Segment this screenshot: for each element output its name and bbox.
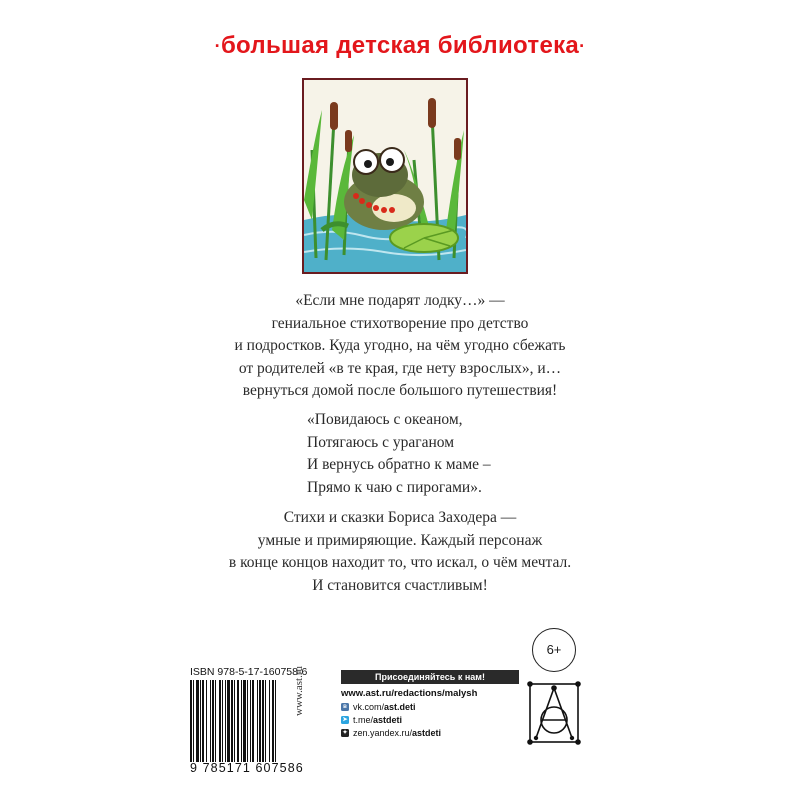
age-rating-badge: 6+ (532, 628, 576, 672)
blurb-line: «Если мне подарят лодку…» — (295, 292, 505, 309)
isbn-text: ISBN 978-5-17-160758-6 (190, 666, 308, 678)
poem-line: «Повидаюсь с океаном, (307, 411, 463, 428)
poem-line: Потягаюсь с ураганом (307, 433, 455, 451)
frog-drawing (304, 80, 466, 272)
zen-icon: ✦ (342, 730, 348, 736)
series-title (0, 32, 800, 60)
series-dot-left: · (214, 36, 221, 57)
poem-line: Прямо к чаю с пирогами». (307, 478, 482, 496)
barcode-digits: 9 785171 607586 (190, 761, 304, 775)
link-prefix: zen.yandex.ru/ (353, 728, 413, 738)
poem-line: И вернусь обратно к маме – (307, 456, 491, 473)
social-links-block (341, 670, 519, 738)
blurb-paragraph-1 (150, 290, 650, 403)
link-prefix: t.me/ (353, 715, 374, 725)
link-prefix: vk.com/ (353, 702, 385, 712)
vk-link[interactable] (341, 702, 519, 712)
vk-icon: в (341, 703, 349, 711)
frog-illustration (302, 78, 468, 274)
blurb-line: умные и примиряющие. Каждый персонаж (257, 531, 543, 549)
join-banner: Присоединяйтесь к нам! (341, 670, 519, 684)
series-dot-right: · (579, 36, 586, 57)
barcode (190, 680, 304, 762)
publisher-logo (526, 680, 582, 746)
main-site-link[interactable]: www.ast.ru/redactions/malysh (341, 688, 478, 699)
series-title-text: большая детская библиотека (220, 32, 580, 59)
blurb-line: вернуться домой после большого путешествия! (242, 382, 558, 399)
publisher-site-vertical: www.ast.ru (293, 666, 305, 716)
blurb-line: в конце концов находит то, что искал, о чём мечтал. (228, 554, 572, 571)
blurb-line: гениальное стихотворение про детство (271, 314, 529, 332)
poem-quote (307, 409, 607, 499)
telegram-icon: ➤ (342, 717, 348, 723)
link-handle: ast.deti (384, 702, 416, 712)
blurb-line: и подростков. Куда угодно, на чём угодно сбежать (234, 337, 566, 354)
link-handle: astdeti (373, 715, 403, 725)
blurb-paragraph-3 (150, 507, 650, 597)
zen-link[interactable] (341, 728, 519, 738)
blurb-line: Стихи и сказки Бориса Заходера — (283, 509, 517, 526)
telegram-link[interactable] (341, 715, 519, 725)
link-handle: astdeti (412, 728, 442, 738)
blurb-line: И становится счастливым! (312, 576, 488, 594)
blurb-line: от родителей «в те края, где нету взрослых», и… (238, 359, 562, 377)
